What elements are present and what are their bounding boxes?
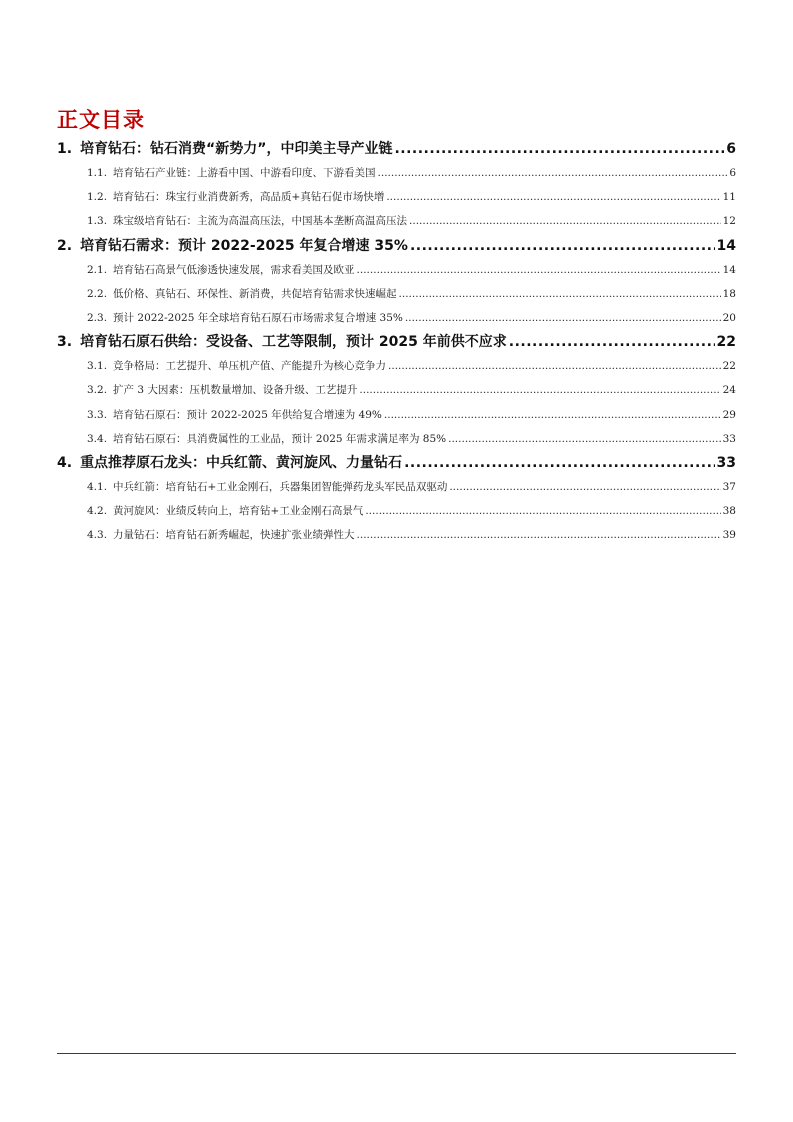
toc-entry-text: 扩产 3 大因素：压机数量增加、设备升级、工艺提升 xyxy=(113,384,358,397)
toc-leader-dots xyxy=(409,209,721,233)
toc-entry-number: 1. xyxy=(57,141,73,157)
toc-entry-text: 竞争格局：工艺提升、单压机产值、产能提升为核心竞争力 xyxy=(113,360,387,373)
toc-entry-page: 11 xyxy=(722,191,736,204)
toc-entry-page: 39 xyxy=(722,529,736,542)
toc-entry-number: 1.2. xyxy=(87,191,108,204)
toc-entry-number: 3.2. xyxy=(87,384,108,397)
table-of-contents xyxy=(57,137,736,547)
toc-leader-dots xyxy=(378,161,728,185)
toc-entry-page: 20 xyxy=(722,311,736,324)
toc-entry-text: 珠宝级培育钻石：主流为高温高压法，中国基本垄断高温高压法 xyxy=(113,215,408,228)
toc-entry[interactable] xyxy=(57,330,736,354)
toc-leader-dots xyxy=(357,258,721,282)
toc-entry-page: 37 xyxy=(722,480,736,493)
toc-entry-page: 12 xyxy=(722,215,736,228)
toc-entry-text: 低价格、真钻石、环保性、新消费，共促培育钻需求快速崛起 xyxy=(113,287,397,300)
toc-leader-dots xyxy=(359,378,720,402)
toc-leader-dots xyxy=(399,282,721,306)
toc-entry-text: 培育钻石需求：预计 2022-2025 年复合增速 35% xyxy=(80,237,408,254)
toc-entry-text: 中兵红箭：培育钻石+工业金刚石，兵器集团智能弹药龙头军民品双驱动 xyxy=(113,480,448,493)
toc-entry-text: 培育钻石原石供给：受设备、工艺等限制，预计 2025 年前供不应求 xyxy=(80,334,507,351)
toc-leader-dots xyxy=(405,306,721,330)
toc-entry-text: 培育钻石：珠宝行业消费新秀，高品质+真钻石促市场快增 xyxy=(113,191,385,204)
toc-entry-number: 4.1. xyxy=(87,480,108,493)
toc-entry-text: 黄河旋风：业绩反转向上，培育钻+工业金刚石高景气 xyxy=(113,505,364,518)
toc-entry-text: 培育钻石：钻石消费“新势力”，中印美主导产业链 xyxy=(80,141,393,157)
toc-entry-text: 预计 2022-2025 年全球培育钻石原石市场需求复合增速 35% xyxy=(113,311,403,324)
toc-entry-number: 1.3. xyxy=(87,215,108,228)
toc-entry[interactable] xyxy=(57,234,736,258)
toc-entry-number: 4.2. xyxy=(87,505,108,518)
toc-entry-page: 6 xyxy=(726,141,736,157)
toc-entry-number: 1.1. xyxy=(87,167,108,179)
toc-leader-dots xyxy=(388,354,721,378)
toc-entry[interactable] xyxy=(57,137,736,161)
toc-leader-dots xyxy=(357,523,721,547)
toc-entry[interactable] xyxy=(57,475,736,499)
toc-entry-page: 22 xyxy=(722,360,736,373)
toc-entry-text: 培育钻石高景气低渗透快速发展，需求看美国及欧亚 xyxy=(113,263,355,276)
toc-leader-dots xyxy=(384,403,721,427)
toc-entry-page: 22 xyxy=(716,334,736,351)
toc-leader-dots xyxy=(394,137,724,161)
toc-entry[interactable] xyxy=(57,209,736,233)
toc-entry-text: 培育钻石原石：具消费属性的工业品，预计 2025 年需求满足率为 85% xyxy=(113,432,447,445)
toc-entry-text: 培育钻石原石：预计 2022-2025 年供给复合增速为 49% xyxy=(113,408,382,421)
toc-leader-dots xyxy=(449,475,720,499)
toc-entry[interactable] xyxy=(57,161,736,185)
toc-entry[interactable] xyxy=(57,403,736,427)
toc-leader-dots xyxy=(448,427,721,451)
toc-title: 正文目录 xyxy=(57,108,145,132)
toc-entry[interactable] xyxy=(57,354,736,378)
toc-entry[interactable] xyxy=(57,258,736,282)
toc-leader-dots xyxy=(365,499,720,523)
toc-leader-dots xyxy=(386,185,720,209)
toc-entry-number: 3.1. xyxy=(87,360,108,373)
toc-entry-page: 33 xyxy=(722,432,736,445)
toc-entry-page: 6 xyxy=(729,167,736,179)
toc-entry-page: 14 xyxy=(722,263,736,276)
toc-entry-text: 力量钻石：培育钻石新秀崛起，快速扩张业绩弹性大 xyxy=(113,529,355,542)
toc-entry[interactable] xyxy=(57,523,736,547)
toc-entry-page: 18 xyxy=(722,287,736,300)
toc-entry-text: 重点推荐原石龙头：中兵红箭、黄河旋风、力量钻石 xyxy=(80,454,403,471)
toc-entry-page: 29 xyxy=(722,408,736,421)
toc-entry-page: 38 xyxy=(722,505,736,518)
toc-entry[interactable] xyxy=(57,282,736,306)
toc-entry-number: 3.3. xyxy=(87,408,108,421)
toc-entry-number: 4.3. xyxy=(87,529,108,542)
toc-entry[interactable] xyxy=(57,499,736,523)
toc-entry[interactable] xyxy=(57,306,736,330)
toc-entry-number: 3.4. xyxy=(87,432,108,445)
toc-entry[interactable] xyxy=(57,427,736,451)
toc-entry-number: 2. xyxy=(57,237,73,254)
toc-leader-dots xyxy=(404,451,714,475)
toc-entry[interactable] xyxy=(57,378,736,402)
toc-entry-number: 2.2. xyxy=(87,287,108,300)
toc-entry[interactable] xyxy=(57,451,736,475)
toc-entry[interactable] xyxy=(57,185,736,209)
toc-entry-text: 培育钻石产业链：上游看中国、中游看印度、下游看美国 xyxy=(113,167,376,179)
toc-entry-number: 2.3. xyxy=(87,311,108,324)
toc-entry-page: 24 xyxy=(722,384,736,397)
toc-leader-dots xyxy=(509,330,715,354)
toc-entry-number: 2.1. xyxy=(87,263,108,276)
toc-entry-number: 4. xyxy=(57,454,73,471)
toc-entry-number: 3. xyxy=(57,334,73,351)
toc-leader-dots xyxy=(410,234,715,258)
toc-entry-page: 33 xyxy=(716,454,736,471)
footer-divider xyxy=(57,1053,736,1054)
toc-entry-page: 14 xyxy=(716,237,736,254)
